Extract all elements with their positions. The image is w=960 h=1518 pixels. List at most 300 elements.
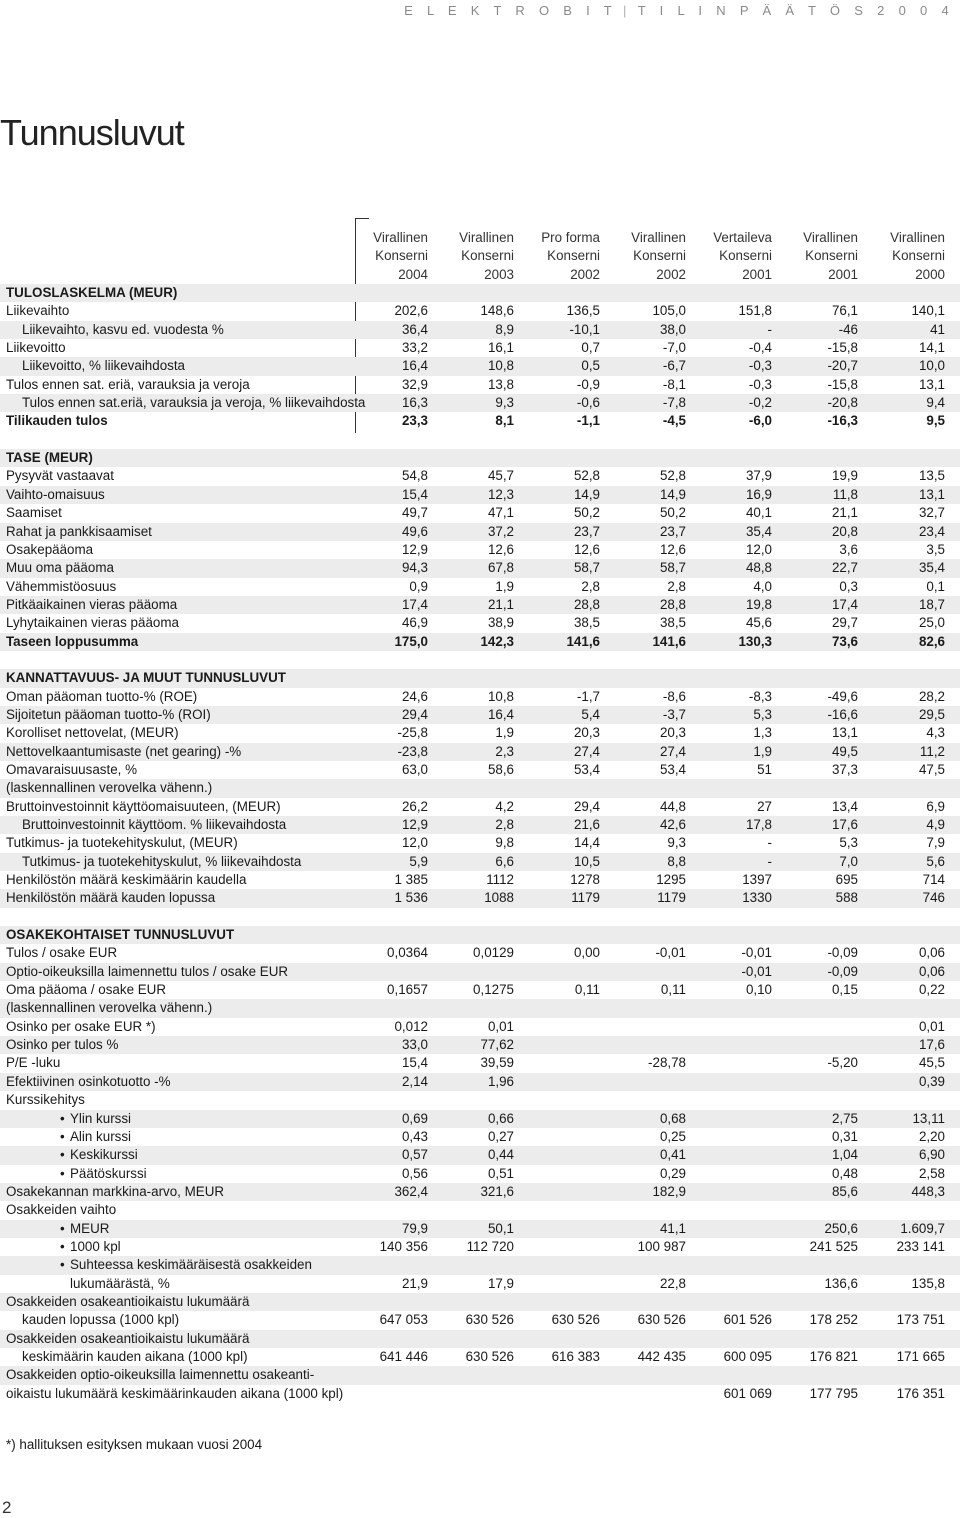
- value-cell: 1 536: [394, 890, 428, 906]
- row-label: [6, 1293, 249, 1311]
- table-row: [0, 1238, 960, 1256]
- row-label-text: Oman pääoman tuotto-% (ROE): [6, 688, 198, 704]
- row-label: [6, 798, 281, 816]
- value-cell: 140,1: [911, 303, 945, 319]
- value-cell: 0,012: [394, 1018, 428, 1034]
- value-cell: 601 069: [723, 1385, 772, 1401]
- value-cell: -15,8: [827, 376, 858, 392]
- table-row: [0, 394, 960, 412]
- bullet-icon: •: [60, 1165, 65, 1181]
- row-label: [6, 1073, 171, 1091]
- value-cell: 39,59: [480, 1055, 514, 1071]
- column-header-cell: Virallinen: [890, 230, 945, 245]
- value-cell: 38,0: [659, 321, 686, 337]
- value-cell: 17,8: [745, 817, 772, 832]
- value-cell: 6,6: [495, 853, 514, 869]
- value-cell: -0,01: [655, 945, 686, 961]
- row-label-text: 1000 kpl: [70, 1238, 121, 1254]
- value-cell: 52,8: [659, 468, 686, 484]
- value-cell: 13,4: [831, 798, 858, 814]
- value-cell: 100 987: [637, 1238, 686, 1254]
- value-cell: 151,8: [738, 303, 772, 319]
- value-cell: 12,6: [573, 541, 600, 557]
- value-cell: 641 446: [379, 1348, 428, 1364]
- running-header: [404, 3, 954, 18]
- value-cell: 50,1: [487, 1220, 514, 1236]
- row-label-text: MEUR: [70, 1220, 110, 1236]
- row-label-text: Ylin kurssi: [70, 1110, 132, 1126]
- value-cell: 148,6: [480, 303, 514, 319]
- value-cell: -7,0: [662, 340, 686, 356]
- value-cell: 19,8: [745, 596, 772, 612]
- value-cell: 28,8: [659, 596, 686, 612]
- value-cell: 50,2: [659, 505, 686, 521]
- value-cell: 6,9: [926, 798, 945, 814]
- value-cell: 130,3: [738, 633, 772, 649]
- value-cell: 2,8: [495, 817, 514, 832]
- row-label: [6, 614, 179, 632]
- value-cell: 82,6: [918, 633, 945, 649]
- value-cell: 616 383: [551, 1348, 600, 1364]
- section-heading: [0, 284, 960, 302]
- table-row: [0, 1073, 960, 1091]
- value-cell: 76,1: [831, 303, 858, 319]
- table-row: [0, 1220, 960, 1238]
- value-cell: 94,3: [401, 560, 428, 576]
- table-row: [0, 1293, 960, 1311]
- value-cell: 0,1275: [473, 982, 514, 998]
- row-label-text: lukumäärästä, %: [70, 1275, 170, 1291]
- value-cell: 45,7: [487, 468, 514, 484]
- row-label: [6, 834, 238, 852]
- table-top-rule: [355, 218, 369, 219]
- row-label: [22, 357, 185, 375]
- row-label: [6, 926, 234, 944]
- column-header-cell: 2002: [570, 266, 600, 282]
- table-row: [0, 779, 960, 797]
- row-label: [6, 1036, 118, 1054]
- value-cell: 173 751: [896, 1312, 945, 1328]
- row-label: [6, 963, 288, 981]
- table-row: [0, 467, 960, 485]
- table-row: [0, 357, 960, 375]
- value-cell: 9,3: [495, 395, 514, 411]
- value-cell: 38,5: [573, 615, 600, 631]
- value-cell: 20,3: [573, 725, 600, 741]
- value-cell: 321,6: [480, 1183, 514, 1199]
- column-header-cell: Vertaileva: [713, 230, 772, 245]
- value-cell: 16,1: [487, 340, 514, 356]
- value-cell: 1179: [657, 890, 686, 906]
- row-label: [6, 999, 212, 1017]
- row-label-text: Henkilöstön määrä keskimäärin kaudella: [6, 872, 247, 888]
- value-cell: 16,3: [401, 395, 428, 411]
- row-label: [6, 633, 138, 651]
- row-label-text: Tutkimus- ja tuotekehityskulut, % liikevaihdosta: [22, 853, 302, 869]
- value-cell: 10,0: [918, 358, 945, 374]
- value-cell: 49,5: [831, 743, 858, 759]
- table-row: [0, 761, 960, 779]
- table-row: [0, 1054, 960, 1072]
- row-label-text: P/E -luku: [6, 1055, 61, 1071]
- value-cell: 0,9: [409, 578, 428, 594]
- value-cell: 85,6: [831, 1183, 858, 1199]
- bullet-icon: •: [60, 1220, 65, 1236]
- value-cell: 35,4: [918, 560, 945, 576]
- value-cell: 630 526: [637, 1312, 686, 1328]
- table-row: [0, 559, 960, 577]
- value-cell: 2,14: [401, 1073, 428, 1089]
- value-cell: 0,1657: [387, 982, 428, 998]
- value-cell: -7,8: [662, 395, 686, 411]
- value-cell: 28,2: [918, 688, 945, 704]
- table-row: [0, 798, 960, 816]
- value-cell: 4,2: [495, 798, 514, 814]
- row-label-text: Osinko per tulos %: [6, 1037, 119, 1053]
- row-label-text: Efektiivinen osinkotuotto -%: [6, 1073, 171, 1089]
- value-cell: 0,66: [487, 1110, 514, 1126]
- column-header-cell: Konserni: [375, 248, 428, 264]
- value-cell: 0,39: [918, 1073, 945, 1089]
- value-cell: -8,6: [662, 688, 686, 704]
- row-label-text: Osakekannan markkina-arvo, MEUR: [6, 1183, 225, 1199]
- column-header-cell: Pro forma: [541, 230, 600, 245]
- row-label: [6, 1091, 85, 1109]
- table-row: [0, 541, 960, 559]
- row-label: [60, 1110, 131, 1128]
- row-label-text: Sijoitetun pääoman tuotto-% (ROI): [6, 706, 211, 722]
- table-row: [0, 1183, 960, 1201]
- row-label-text: Tulos ennen sat.eriä, varauksia ja veroja, % liikevaihdosta: [22, 395, 366, 411]
- value-cell: 2,58: [918, 1165, 945, 1181]
- value-cell: 15,4: [401, 486, 428, 502]
- value-cell: -0,01: [741, 945, 772, 961]
- table-row: [0, 376, 960, 394]
- row-label-text: oikaistu lukumäärä keskimäärinkauden aikana (1000 kpl): [6, 1385, 344, 1401]
- value-cell: 45,6: [745, 615, 772, 631]
- row-label: [6, 1201, 116, 1219]
- value-cell: 63,0: [401, 761, 428, 777]
- value-cell: -1,1: [576, 413, 600, 429]
- row-label: [60, 1128, 131, 1146]
- table-row: [0, 1275, 960, 1293]
- value-cell: -0,3: [748, 358, 772, 374]
- value-cell: 0,15: [831, 982, 858, 998]
- value-cell: 2,8: [581, 578, 600, 594]
- row-label-text: Henkilöstön määrä kauden lopussa: [6, 890, 216, 906]
- row-label-text: kauden lopussa (1000 kpl): [22, 1312, 180, 1328]
- value-cell: -15,8: [827, 340, 858, 356]
- value-cell: 600 095: [723, 1348, 772, 1364]
- value-cell: 32,9: [401, 376, 428, 392]
- row-label-text: Päätöskurssi: [70, 1165, 147, 1181]
- spacer-row: [0, 651, 960, 669]
- value-cell: 47,5: [918, 761, 945, 777]
- value-cell: 1,96: [487, 1073, 514, 1089]
- value-cell: -: [767, 853, 772, 869]
- value-cell: -0,01: [741, 963, 772, 979]
- value-cell: -16,6: [827, 706, 858, 722]
- value-cell: 177 795: [809, 1385, 858, 1401]
- value-cell: 22,7: [831, 560, 858, 576]
- header-separator: |: [623, 3, 632, 18]
- value-cell: 140 356: [379, 1238, 428, 1254]
- row-label: [22, 816, 286, 834]
- table-row: [0, 706, 960, 724]
- value-cell: 58,7: [659, 560, 686, 576]
- value-cell: 630 526: [551, 1312, 600, 1328]
- value-cell: 23,4: [918, 523, 945, 539]
- row-label-text: KANNATTAVUUS- JA MUUT TUNNUSLUVUT: [6, 670, 286, 686]
- value-cell: 8,8: [667, 853, 686, 869]
- row-label: [6, 541, 93, 559]
- row-label: [6, 339, 66, 357]
- row-label: [6, 761, 137, 779]
- row-label: [6, 1366, 314, 1384]
- table-row: [0, 633, 960, 651]
- value-cell: 29,4: [401, 706, 428, 722]
- row-label-text: Muu oma pääoma: [6, 560, 114, 576]
- value-cell: -4,5: [662, 413, 686, 429]
- value-cell: -10,1: [569, 321, 600, 337]
- value-cell: 8,1: [495, 413, 514, 429]
- row-label: [6, 504, 62, 522]
- value-cell: 630 526: [465, 1348, 514, 1364]
- value-cell: 1,3: [753, 725, 772, 741]
- value-cell: 0,29: [659, 1165, 686, 1181]
- value-cell: 37,2: [487, 523, 514, 539]
- value-cell: 0,48: [831, 1165, 858, 1181]
- column-header-year: [0, 266, 960, 284]
- row-label-text: TASE (MEUR): [6, 450, 93, 466]
- row-label-text: OSAKEKOHTAISET TUNNUSLUVUT: [6, 927, 235, 943]
- value-cell: 47,1: [487, 505, 514, 521]
- row-label-text: Optio-oikeuksilla laimennettu tulos / osake EUR: [6, 963, 289, 979]
- value-cell: 0,51: [487, 1165, 514, 1181]
- value-cell: 13,1: [918, 486, 945, 502]
- value-cell: 27: [757, 798, 772, 814]
- row-label: [22, 321, 224, 339]
- row-label-text: Rahat ja pankkisaamiset: [6, 523, 152, 539]
- value-cell: -3,7: [662, 706, 686, 722]
- row-label: [6, 578, 116, 596]
- column-header-cell: Konserni: [805, 248, 858, 264]
- value-cell: 7,0: [839, 853, 858, 869]
- column-header-cell: Konserni: [547, 248, 600, 264]
- value-cell: 1330: [742, 890, 772, 906]
- table-row: [0, 1165, 960, 1183]
- value-cell: 9,3: [667, 835, 686, 851]
- row-label: [60, 1165, 147, 1183]
- column-header-cell: 2001: [828, 266, 858, 282]
- spacer-row: [0, 431, 960, 449]
- value-cell: 37,3: [831, 761, 858, 777]
- column-header-cell: 2001: [742, 266, 772, 282]
- row-label-text: Saamiset: [6, 505, 62, 521]
- value-cell: 175,0: [394, 633, 428, 649]
- value-cell: -5,20: [827, 1055, 858, 1071]
- value-cell: 19,9: [831, 468, 858, 484]
- value-cell: -20,8: [827, 395, 858, 411]
- value-cell: 17,6: [831, 817, 858, 832]
- row-label: [60, 1256, 312, 1274]
- value-cell: 21,1: [831, 505, 858, 521]
- table-row: [0, 486, 960, 504]
- table-row: [0, 834, 960, 852]
- value-cell: 45,5: [918, 1055, 945, 1071]
- value-cell: 5,4: [581, 706, 600, 722]
- value-cell: 13,11: [912, 1110, 945, 1126]
- value-cell: 171 665: [896, 1348, 945, 1364]
- value-cell: 37,9: [745, 468, 772, 484]
- value-cell: 36,4: [401, 321, 428, 337]
- row-label: [6, 1054, 60, 1072]
- value-cell: 48,8: [745, 560, 772, 576]
- table-row: [0, 1128, 960, 1146]
- value-cell: -0,9: [576, 376, 600, 392]
- value-cell: 0,5: [581, 358, 600, 374]
- value-cell: -25,8: [397, 725, 428, 741]
- column-header-cell: Virallinen: [373, 230, 428, 245]
- row-label: [70, 1275, 170, 1293]
- bullet-icon: •: [60, 1110, 65, 1126]
- value-cell: 27,4: [659, 743, 686, 759]
- value-cell: 13,1: [831, 725, 858, 741]
- value-cell: 1278: [570, 872, 600, 888]
- table-row: [0, 871, 960, 889]
- bullet-icon: •: [60, 1238, 65, 1254]
- value-cell: 7,9: [926, 835, 945, 851]
- value-cell: 13,5: [918, 468, 945, 484]
- value-cell: 601 526: [723, 1312, 772, 1328]
- table-row: [0, 614, 960, 632]
- row-label-text: Suhteessa keskimääräisestä osakkeiden: [70, 1257, 312, 1273]
- row-label-text: Liikevaihto: [6, 303, 70, 319]
- header-section: T I L I N P Ä Ä T Ö S 2 0 0 4: [637, 3, 954, 18]
- column-header-cell: 2002: [656, 266, 686, 282]
- table-row: [0, 1146, 960, 1164]
- row-label: [6, 523, 152, 541]
- value-cell: 0,69: [401, 1110, 428, 1126]
- value-cell: 746: [922, 890, 945, 906]
- table-row: [0, 816, 960, 834]
- value-cell: 33,2: [401, 340, 428, 356]
- value-cell: 5,3: [839, 835, 858, 851]
- row-label: [6, 376, 250, 394]
- value-cell: 136,6: [824, 1275, 858, 1291]
- value-cell: 21,9: [401, 1275, 428, 1291]
- header-company: E L E K T R O B I T: [404, 3, 618, 18]
- value-cell: 13,8: [487, 376, 514, 392]
- value-cell: 4,0: [753, 578, 772, 594]
- value-cell: 29,5: [918, 706, 945, 722]
- row-label: [6, 559, 114, 577]
- column-header-cell: Konserni: [633, 248, 686, 264]
- row-label-text: Tulos ennen sat. eriä, varauksia ja veroja: [6, 376, 250, 392]
- value-cell: 20,3: [659, 725, 686, 741]
- value-cell: 40,1: [745, 505, 772, 521]
- value-cell: 26,2: [401, 798, 428, 814]
- value-cell: 0,31: [831, 1128, 858, 1144]
- value-cell: 442 435: [637, 1348, 686, 1364]
- table-row: [0, 412, 960, 430]
- table-row: [0, 889, 960, 907]
- value-cell: -0,6: [576, 395, 600, 411]
- row-label-text: Lyhytaikainen vieras pääoma: [6, 615, 179, 631]
- value-cell: 54,8: [401, 468, 428, 484]
- table-row: [0, 688, 960, 706]
- value-cell: 14,4: [573, 835, 600, 851]
- value-cell: -0,2: [748, 395, 772, 411]
- row-label-text: Keskikurssi: [70, 1147, 138, 1163]
- table-row: [0, 1348, 960, 1366]
- value-cell: 4,3: [926, 725, 945, 741]
- row-label: [6, 889, 215, 907]
- value-cell: 58,7: [573, 560, 600, 576]
- value-cell: 1397: [742, 872, 772, 888]
- table-row: [0, 1036, 960, 1054]
- table-row: [0, 1311, 960, 1329]
- row-label: [6, 1330, 249, 1348]
- value-cell: 12,9: [401, 817, 428, 832]
- value-cell: 0,68: [659, 1110, 686, 1126]
- page-title: Tunnusluvut: [0, 112, 184, 153]
- row-label-text: Bruttoinvestoinnit käyttöom. % liikevaihdosta: [22, 817, 287, 832]
- row-label-text: Kurssikehitys: [6, 1092, 85, 1108]
- value-cell: 176 821: [809, 1348, 858, 1364]
- table-row: [0, 999, 960, 1017]
- value-cell: 8,9: [495, 321, 514, 337]
- value-cell: 22,8: [659, 1275, 686, 1291]
- value-cell: 46,9: [401, 615, 428, 631]
- value-cell: 14,1: [918, 340, 945, 356]
- row-label: [6, 284, 177, 302]
- row-label: [6, 871, 246, 889]
- row-label-text: Osakkeiden optio-oikeuksilla laimennettu osakeanti-: [6, 1367, 315, 1383]
- row-label: [22, 1348, 248, 1366]
- table-row: [0, 504, 960, 522]
- value-cell: 135,8: [911, 1275, 945, 1291]
- value-cell: -16,3: [827, 413, 858, 429]
- value-cell: 67,8: [487, 560, 514, 576]
- table-row: [0, 578, 960, 596]
- value-cell: 9,8: [495, 835, 514, 851]
- column-header-cell: Virallinen: [631, 230, 686, 245]
- row-label-text: Bruttoinvestoinnit käyttöomaisuuteen, (MEUR): [6, 798, 281, 814]
- value-cell: 0,44: [487, 1147, 514, 1163]
- table-row: [0, 1385, 960, 1403]
- value-cell: 21,1: [487, 596, 514, 612]
- table-row: [0, 743, 960, 761]
- row-label-text: Osakepääoma: [6, 541, 94, 557]
- table-row: [0, 944, 960, 962]
- row-label: [22, 1311, 179, 1329]
- bullet-icon: •: [60, 1147, 65, 1163]
- value-cell: 12,0: [745, 541, 772, 557]
- table-row: [0, 302, 960, 320]
- value-cell: 11,8: [832, 486, 858, 502]
- value-cell: 2,20: [918, 1128, 945, 1144]
- table-row: [0, 1018, 960, 1036]
- value-cell: 49,7: [401, 505, 428, 521]
- value-cell: 1,9: [753, 743, 772, 759]
- value-cell: 5,3: [753, 706, 772, 722]
- value-cell: 2,75: [831, 1110, 858, 1126]
- value-cell: 176 351: [896, 1385, 945, 1401]
- column-header-line2: [0, 247, 960, 265]
- value-cell: 0,27: [487, 1128, 514, 1144]
- column-header-cell: Virallinen: [803, 230, 858, 245]
